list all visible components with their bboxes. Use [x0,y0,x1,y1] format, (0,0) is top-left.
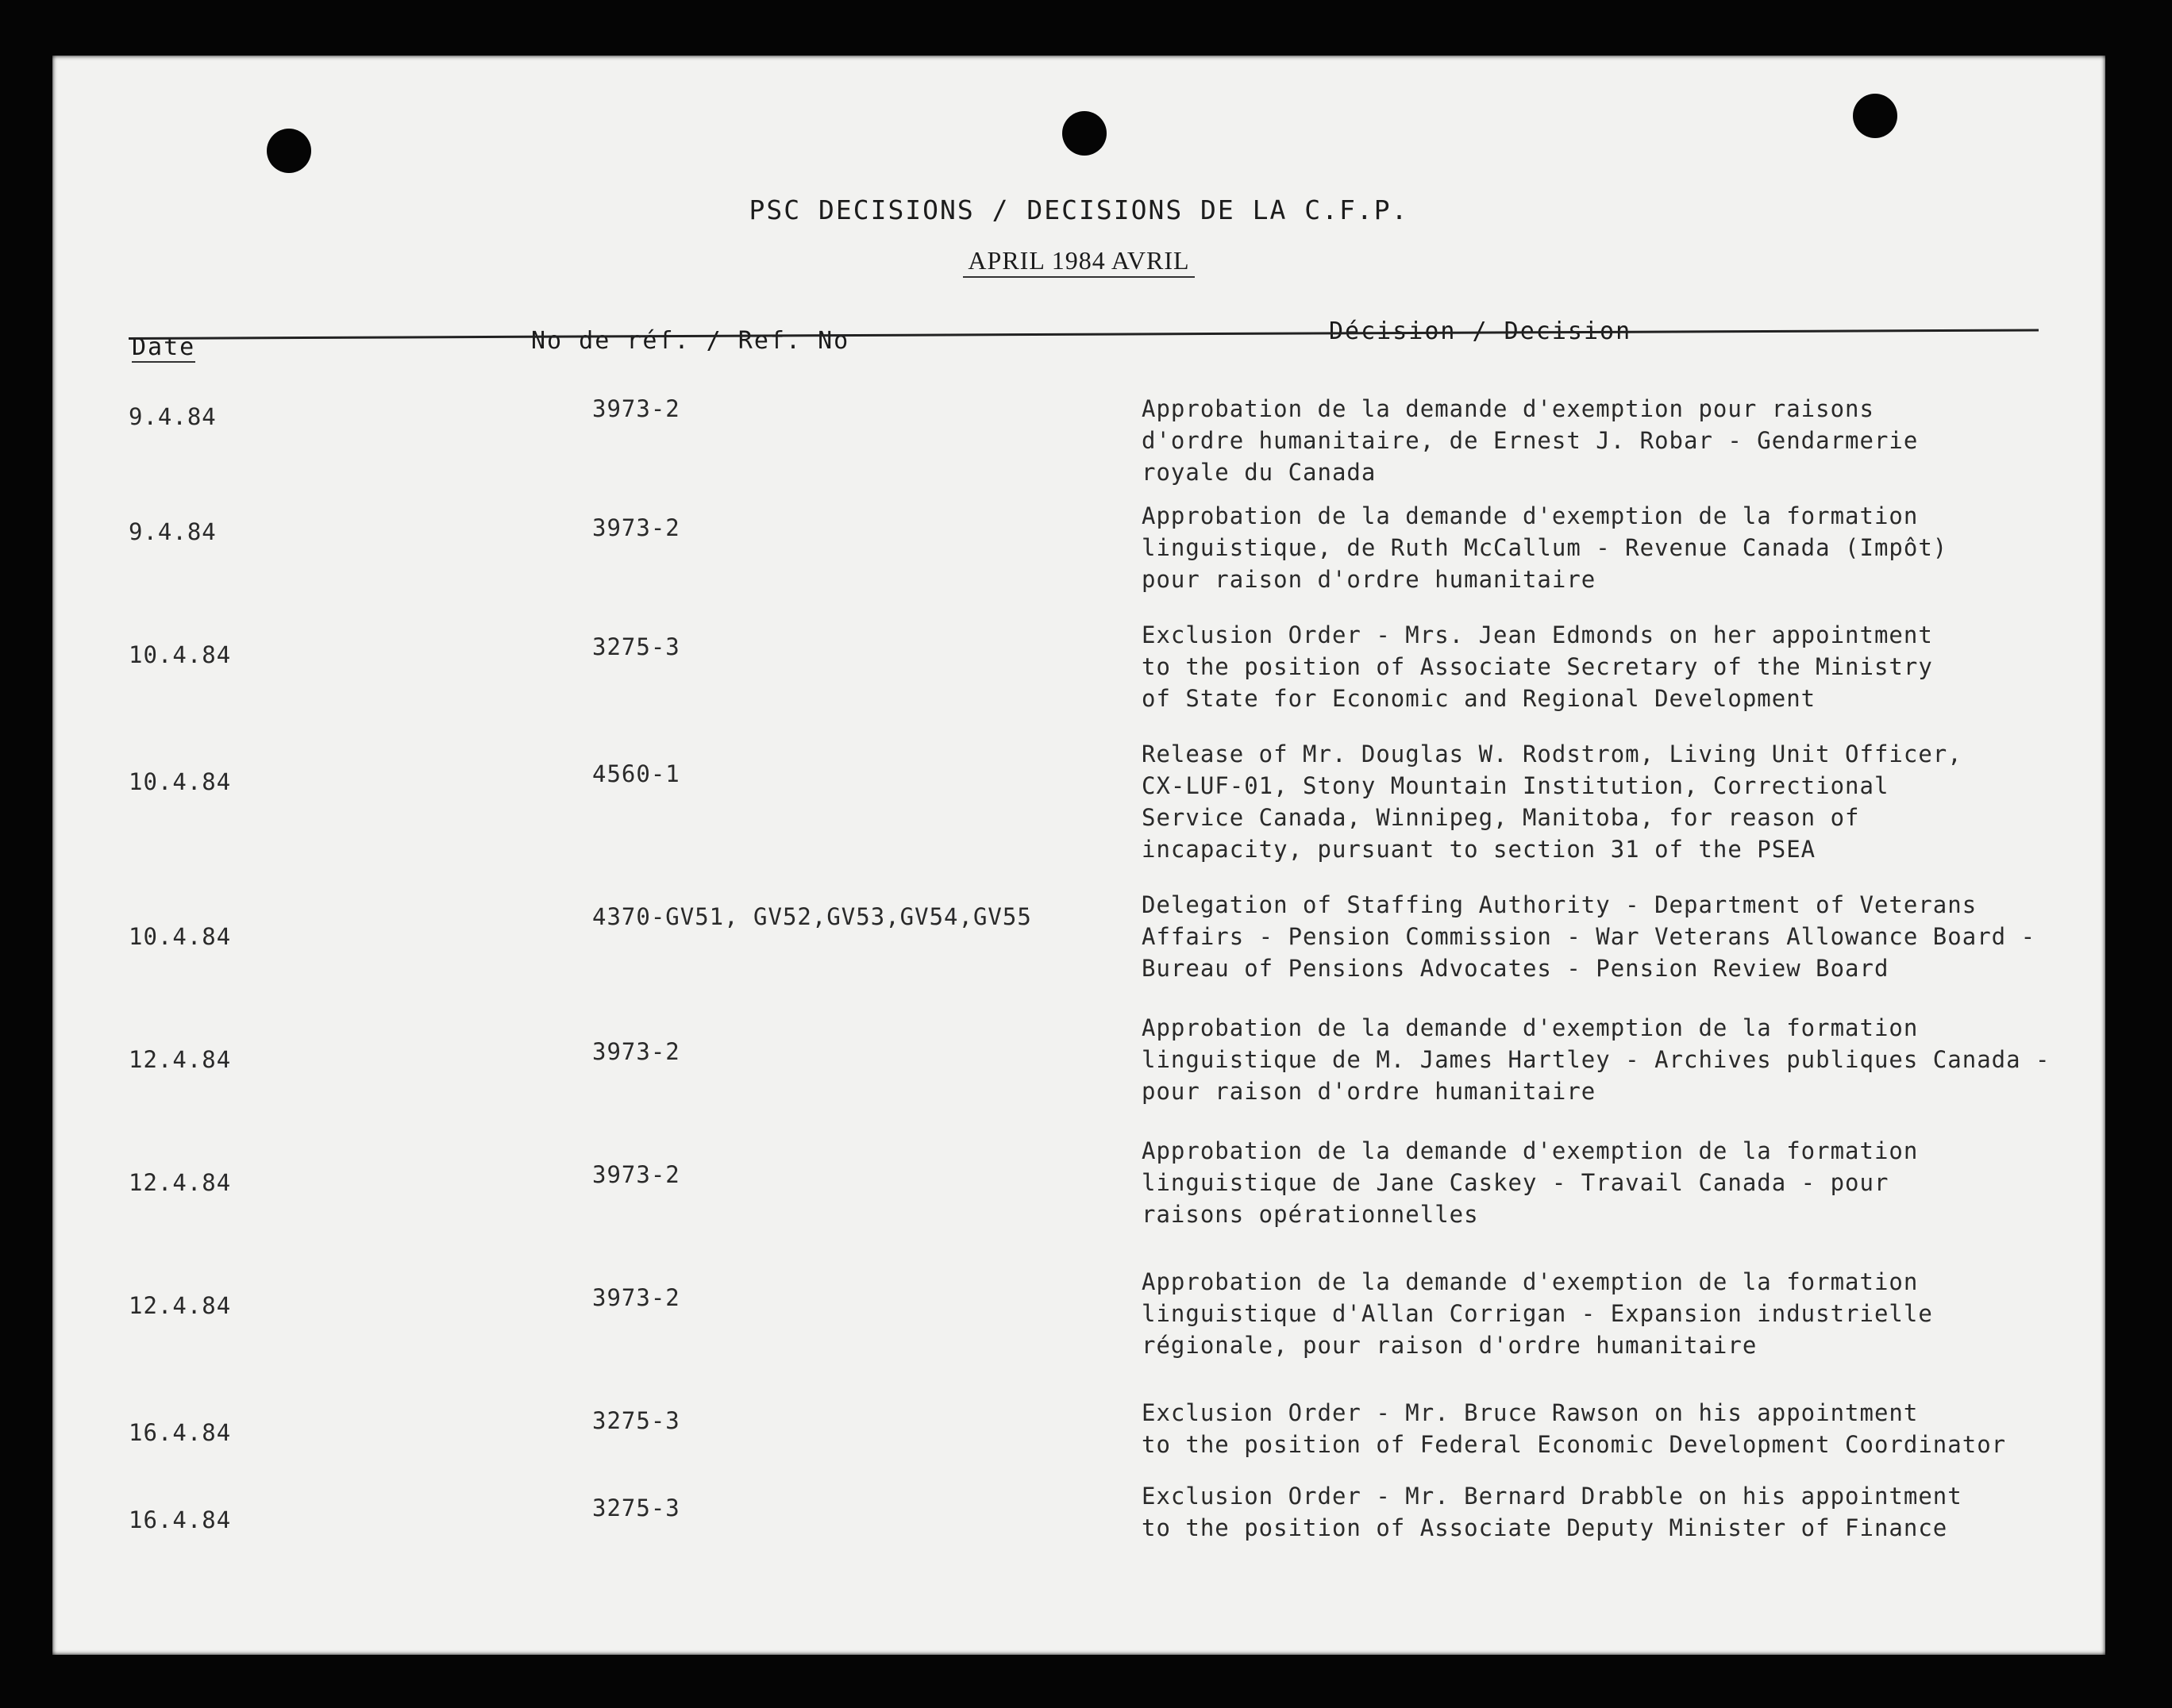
row-date: 16.4.84 [129,1419,232,1446]
row-ref: 4560-1 [592,760,680,787]
document-subtitle-text: APRIL 1984 AVRIL [963,246,1194,278]
row-ref: 4370-GV51, GV52,GV53,GV54,GV55 [592,903,1032,930]
column-header-ref: No de réf. / Ref. No [531,327,850,355]
row-date: 16.4.84 [129,1506,232,1533]
row-ref: 3973-2 [592,1161,680,1188]
punch-hole-center [1062,111,1107,156]
column-header-date: Date [132,333,196,361]
row-date: 9.4.84 [129,518,217,545]
row-date: 10.4.84 [129,768,232,795]
punch-hole-right [1853,94,1897,138]
document-subtitle [52,246,2105,275]
row-ref: 3275-3 [592,1407,680,1434]
row-decision: Exclusion Order - Mr. Bernard Drabble on his appointment to the position of Associate Deputy Minister of Finance [1142,1483,1962,1541]
row-date: 12.4.84 [129,1292,232,1319]
row-decision: Approbation de la demande d'exemption de la formation linguistique de M. James Hartley - Archives publiques Canada - pour raison d'ordre humanitaire [1142,1014,2051,1105]
row-decision: Release of Mr. Douglas W. Rodstrom, Living Unit Officer, CX-LUF-01, Stony Mountain Institution, Correctional Service Canada, Winnipeg, Manitoba, for reason of incapacity, pursuant to section 31 of the PSEA [1142,741,1962,863]
row-date: 12.4.84 [129,1169,232,1196]
header-rule [129,329,2039,340]
row-decision: Exclusion Order - Mr. Bruce Rawson on his appointment to the position of Federal Economic Development Coordinator [1142,1399,2007,1458]
row-date: 9.4.84 [129,403,217,430]
row-decision: Exclusion Order - Mrs. Jean Edmonds on her appointment to the position of Associate Secretary of the Ministry of State for Economic and Regional Development [1142,621,1933,712]
row-decision: Approbation de la demande d'exemption de la formation linguistique, de Ruth McCallum - Revenue Canada (Impôt) pour raison d'ordre humanitaire [1142,502,1948,593]
document-title: PSC DECISIONS / DECISIONS DE LA C.F.P. [749,194,1409,225]
punch-hole-left [267,129,311,173]
row-decision: Approbation de la demande d'exemption de la formation linguistique de Jane Caskey - Travail Canada - pour raisons opérationnelles [1142,1137,1919,1228]
row-ref: 3275-3 [592,633,680,660]
row-ref: 3973-2 [592,514,680,541]
row-ref: 3275-3 [592,1494,680,1521]
row-ref: 3973-2 [592,1038,680,1065]
row-date: 12.4.84 [129,1046,232,1073]
row-decision: Approbation de la demande d'exemption de la formation linguistique d'Allan Corrigan - Expansion industrielle régionale, pour raison d'ordre humanitaire [1142,1268,1933,1359]
column-header-decision: Décision / Decision [1329,317,1632,345]
row-decision: Approbation de la demande d'exemption pour raisons d'ordre humanitaire, de Ernest J. Robar - Gendarmerie royale du Canada [1142,395,1919,486]
row-decision: Delegation of Staffing Authority - Department of Veterans Affairs - Pension Commission - War Veterans Allowance Board - Bureau of Pensions Advocates - Pension Review Board [1142,891,2036,982]
row-date: 10.4.84 [129,641,232,668]
scanned-page [52,56,2105,1655]
row-ref: 3973-2 [592,395,680,422]
row-date: 10.4.84 [129,923,232,950]
row-ref: 3973-2 [592,1284,680,1311]
